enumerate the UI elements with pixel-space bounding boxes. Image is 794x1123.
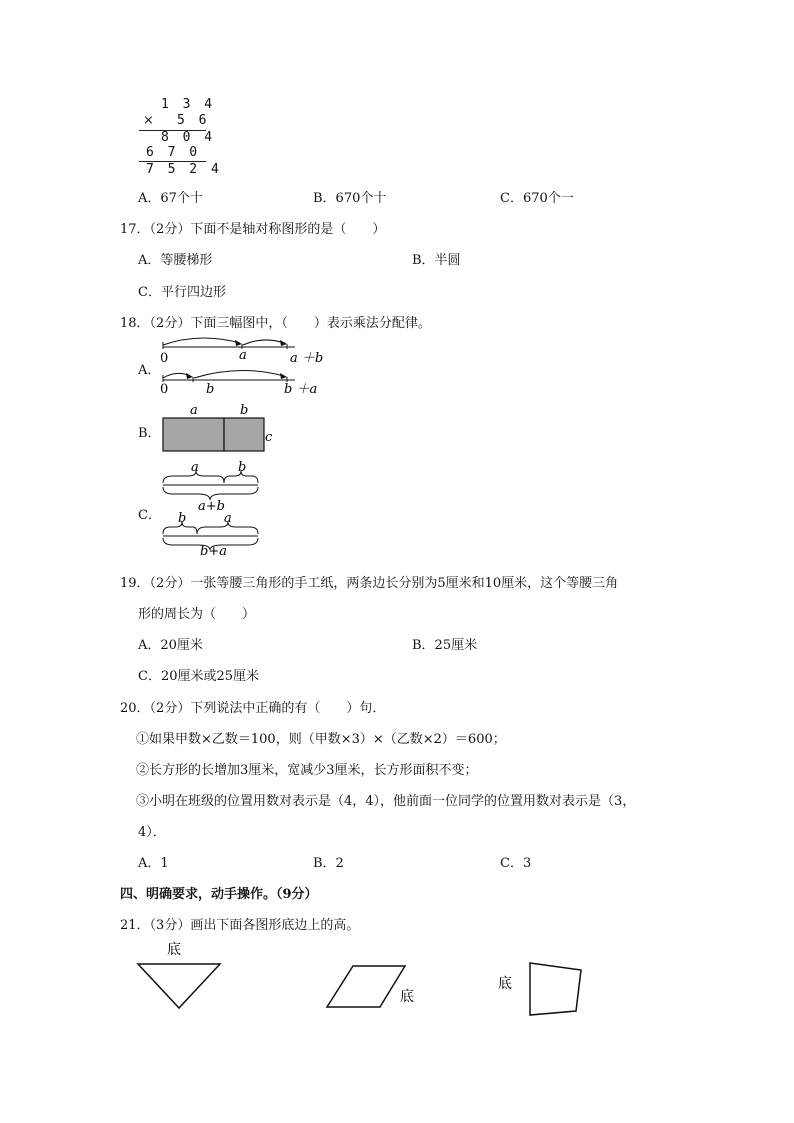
fig-a-label-b: b [206,382,215,397]
fig-c-sum-2: b+a [200,544,227,556]
fig-b-label-a: a [190,403,198,418]
q18-figure-c [158,458,268,556]
fig-a-sum-2: b ＋a [284,382,318,397]
q18-stem: 18．（2分）下面三幅图中，（ ）表示乘法分配律。 [120,316,431,331]
q19-option-a[interactable]: A．20厘米 [138,638,203,653]
calc-row-1: 1 3 4 [161,97,216,112]
rect-part-a [163,418,224,451]
multiply-sign: × [143,113,154,128]
trapezoid-base-label: 底 [498,976,512,992]
q18-option-c[interactable]: C． [138,508,161,523]
q17-option-b[interactable]: B．半圆 [412,253,461,268]
q21-stem: 21．（3分）画出下面各图形底边上的高。 [120,918,360,933]
fig-c-sum-1: a+b [198,499,225,514]
q18-option-b[interactable]: B． [138,426,161,441]
q21-figures [130,936,600,1022]
fig-b-label-c: c [265,430,273,445]
q19-stem-line-2: 形的周长为（ ） [138,607,256,622]
section-4-title: 四、明确要求，动手操作。（9分） [120,887,318,902]
q18-option-a[interactable]: A． [138,363,161,378]
q20-statement-3-line-2: 4）． [138,825,166,840]
fig-c-label-a2: a [224,511,232,526]
fig-a-zero-2: 0 [160,382,169,397]
q20-option-b[interactable]: B．2 [313,856,344,871]
inverted-triangle [138,964,220,1008]
q18-figure-b [160,402,280,456]
q16-option-a[interactable]: A．67个十 [138,191,203,206]
q20-statement-3-line-1: ③小明在班级的位置用数对表示是（4，4），他前面一位同学的位置用数对表示是（3， [136,794,636,809]
q18-figure-a [155,334,335,400]
q16-option-c[interactable]: C．670个一 [500,191,574,206]
q17-option-a[interactable]: A．等腰梯形 [138,253,213,268]
calc-row-2: 5 6 [177,113,210,128]
triangle-base-label: 底 [167,942,181,958]
q19-option-b[interactable]: B．25厘米 [412,638,478,653]
q19-option-c[interactable]: C．20厘米或25厘米 [138,669,260,684]
calc-row-5: 7 5 2 4 [146,162,222,177]
fig-b-label-b: b [240,403,249,418]
fig-a-zero-1: 0 [160,351,169,366]
fig-a-label-a: a [239,348,247,363]
calc-row-4: 6 7 0 [146,145,201,160]
q16-option-b[interactable]: B．670个十 [313,191,387,206]
fig-a-sum-1: a ＋b [290,351,324,366]
parallelogram-base-label: 底 [400,989,414,1005]
q17-option-c[interactable]: C．平行四边形 [138,285,226,300]
q20-option-a[interactable]: A．1 [138,856,169,871]
q20-statement-2: ②长方形的长增加3厘米，宽减少3厘米，长方形面积不变； [136,763,478,778]
q20-statement-1: ①如果甲数×乙数＝100，则（甲数×3）×（乙数×2）＝600； [136,732,506,747]
fig-c-label-b2: b [178,511,187,526]
q20-option-c[interactable]: C．3 [500,856,532,871]
trapezoid [530,963,581,1015]
rect-part-b [224,418,264,451]
q17-stem: 17．（2分）下面不是轴对称图形的是（ ） [120,222,386,237]
q20-stem: 20．（2分）下列说法中正确的有（ ）句． [120,701,386,716]
fig-c-label-b: b [238,460,247,475]
calc-row-3: 8 0 4 [161,130,216,145]
q19-stem-line-1: 19．（2分）一张等腰三角形的手工纸，两条边长分别为5厘米和10厘米，这个等腰三角 [120,576,619,591]
parallelogram [327,966,405,1007]
fig-c-label-a: a [191,460,199,475]
